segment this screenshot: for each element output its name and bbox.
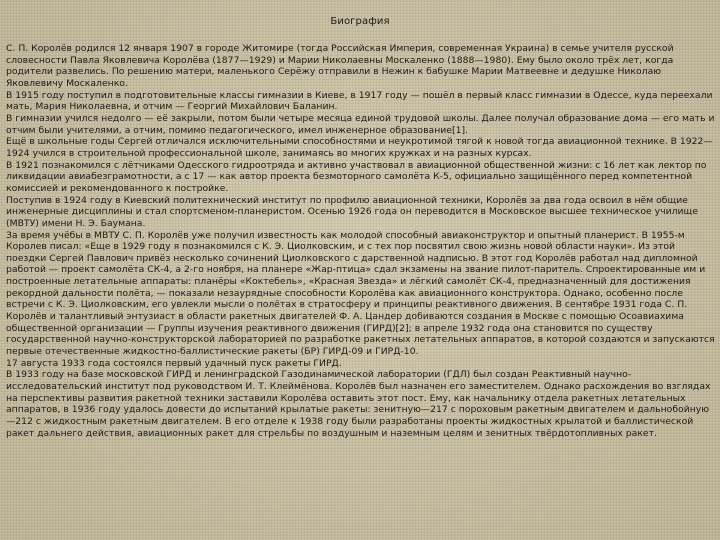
biography-text xyxy=(6,43,716,439)
paragraph-gymnasium: В 1915 году поступил в подготовительные классы гимназии в Киеве, в 1917 году — пошёл в первый класс гимназии в Одессе, куда переехали мать, Мария Николаевна, и отчим — Георгий Михайлович Баланин. xyxy=(6,89,713,113)
paragraph-hydro-squadron: В 1921 познакомился с лётчиками Одесского гидроотряда и активно участвовал в авиационной общественной жизни: с 16 лет как лектор по ликвидации авиабезграмотности, а с 17 — как автор проекта безмоторного самолёта К-5, официально защищённого перед компетентной комиссией и рекомендованного к постройке. xyxy=(6,159,707,194)
page-title: Биография xyxy=(330,16,390,27)
paragraph-rnii: В 1933 году на базе московской ГИРД и ленинградской Газодинамической лаборатории (ГДЛ) был создан Реактивный научно-исследовательский институт под руководством И. Т. Клеймёнова. Королёв был назначен его заместителем. Однако расхождения во взглядах на перспективы развития ракетной техники заставили Королёва оставить этот пост. Ему, как начальнику отдела ракетных летательных аппаратов, в 1936 году удалось довести до испытаний крылатые ракеты: зенитную—217 с пороховым ракетным двигателем и дальнобойную—212 с жидкостным ракетным двигателем. В его отделе к 1938 году были разработаны проекты жидкостных крылатой и баллистической ракет дальнего действия, авиационных ракет для стрельбы по воздушным и наземным целям и зенитных твёрдотопливных ракет. xyxy=(6,369,711,439)
paragraph-first-launch: 17 августа 1933 года состоялся первый удачный пуск ракеты ГИРД. xyxy=(6,357,342,369)
paragraph-polytechnic: Поступив в 1924 году в Киевский политехнический институт по профилю авиационной техники, Королёв за два года освоил в нём общие инженерные дисциплины и стал спортсменом-планеристом. Осенью 1926 года он переводится в Московское высшее техническое училище (МВТУ) имени Н. Э. Баумана. xyxy=(6,194,698,229)
paragraph-birth: С. П. Королёв родился 12 января 1907 в городе Житомире (тогда Российская Империя, современная Украина) в семье учителя русской словесности Павла Яковлевича Королёва (1877—1929) и Марии Николаевны Москаленко (1888—1980). Ему было около трёх лет, когда родители развелись. По решению матери, маленького Серёжу отправили в Нежин к бабушке Марии Матвеевне и дедушке Николаю Яковлевичу Москаленко. xyxy=(6,43,674,89)
paragraph-home-education: В гимназии учился недолго — её закрыли, потом были четыре месяца единой трудовой школы. Далее получал образование дома — его мать и отчим были учителями, а отчим, помимо педагогического, имел инженерное образование[1]. xyxy=(6,112,715,136)
paragraph-school-years: Ещё в школьные годы Сергей отличался исключительными способностями и неукротимой тягой к новой тогда авиационной технике. В 1922—1924 учился в строительной профессиональной школе, занимаясь во многих кружках и на разных курсах. xyxy=(6,136,713,159)
paragraph-mvtu-gird: За время учёбы в МВТУ С. П. Королёв уже получил известность как молодой способный авиаконструктор и опытный планерист. В 1955-м Королев писал: «Еще в 1929 году я познакомился с К. Э. Циолковским, и с тех пор посвятил свою жизнь новой области науки». Из этой поездки Сергей Павлович привёз несколько сочинений Циолковского с дарственной надписью. В этот год Королёв работал над дипломной работой — проект самолёта СК-4, а 2-го ноября, на планере «Жар-птица» сдал экзамены на звание пилот-паритель. Спроектированные им и построенные летательные аппараты: планёры «Коктебель», «Красная Звезда» и лёгкий самолёт СК-4, предназначенный для достижения рекордной дальности полёта, — показали незаурядные способности Королёва как авиационного конструктора. Однако, особенно после встречи с К. Э. Циолковским, его увлекли мысли о полётах в стратосферу и принципы реактивного движения. В сентябре 1931 года С. П. Королёв и талантливый энтузиаст в области ракетных двигателей Ф. А. Цандер добиваются создания в Москве с помощью Осоавиахима общественной организации — Группы изучения реактивного движения (ГИРД)[2]; в апреле 1932 года она становится по существу государственной научно-конструкторской лабораторией по разработке ракетных летательных аппаратов, в которой создаются и запускаются первые отечественные жидкостно-баллистические ракеты (БР) ГИРД-09 и ГИРД-10. xyxy=(6,229,715,358)
